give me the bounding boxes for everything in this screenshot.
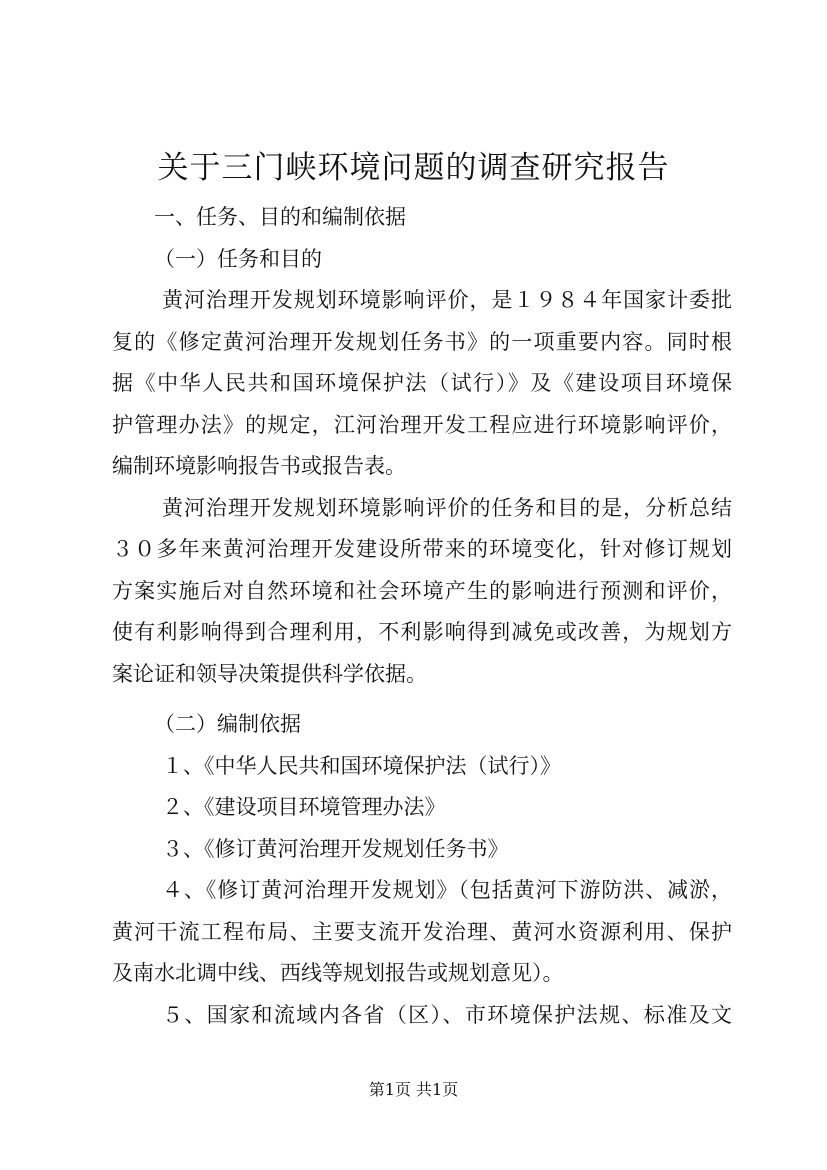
- section-heading-1: 一、任务、目的和编制依据: [154, 205, 406, 229]
- paragraph-line: 黄河治理开发规划环境影响评价，是１９８４年国家计委批: [162, 288, 732, 312]
- list-item: ４、《修订黄河治理开发规划》（包括黄河下游防洪、减淤，: [162, 878, 732, 902]
- list-item-continuation: 黄河干流工程布局、主要支流开发治理、黄河水资源利用、保护: [112, 919, 732, 944]
- paragraph-line: 使有利影响得到合理利用，不利影响得到减免或改善，为规划方: [112, 620, 732, 644]
- list-item: ３、《修订黄河治理开发规划任务书》: [162, 836, 509, 861]
- list-item: ５、国家和流域内各省（区）、市环境保护法规、标准及文: [162, 1002, 732, 1027]
- subsection-heading-2: （二）编制依据: [154, 712, 301, 736]
- paragraph-line: 编制环境影响报告书或报告表。: [112, 454, 406, 478]
- paragraph-line: 据《中华人民共和国环境保护法（试行）》及《建设项目环境保: [112, 371, 732, 395]
- paragraph-line: 护管理办法》的规定，江河治理开发工程应进行环境影响评价，: [112, 412, 732, 437]
- document-body: [112, 197, 732, 1036]
- paragraph-line: 方案实施后对自然环境和社会环境产生的影响进行预测和评价，: [112, 578, 732, 603]
- paragraph-line: 复的《修定黄河治理开发规划任务书》的一项重要内容。同时根: [112, 329, 732, 354]
- list-item: １、《中华人民共和国环境保护法（试行）》: [162, 753, 561, 778]
- list-item: ２、《建设项目环境管理办法》: [162, 795, 446, 819]
- page-number-footer: 第1页 共1页: [368, 1080, 459, 1099]
- document-title: 关于三门峡环境问题的调查研究报告: [157, 150, 670, 186]
- paragraph-line: ３０多年来黄河治理开发建设所带来的环境变化，针对修订规划: [112, 537, 732, 561]
- paragraph-line: 案论证和领导决策提供科学依据。: [112, 661, 427, 686]
- paragraph-line: 黄河治理开发规划环境影响评价的任务和目的是，分析总结: [162, 495, 732, 520]
- subsection-heading-1: （一）任务和目的: [154, 246, 322, 271]
- list-item-continuation: 及南水北调中线、西线等规划报告或规划意见）。: [112, 961, 564, 985]
